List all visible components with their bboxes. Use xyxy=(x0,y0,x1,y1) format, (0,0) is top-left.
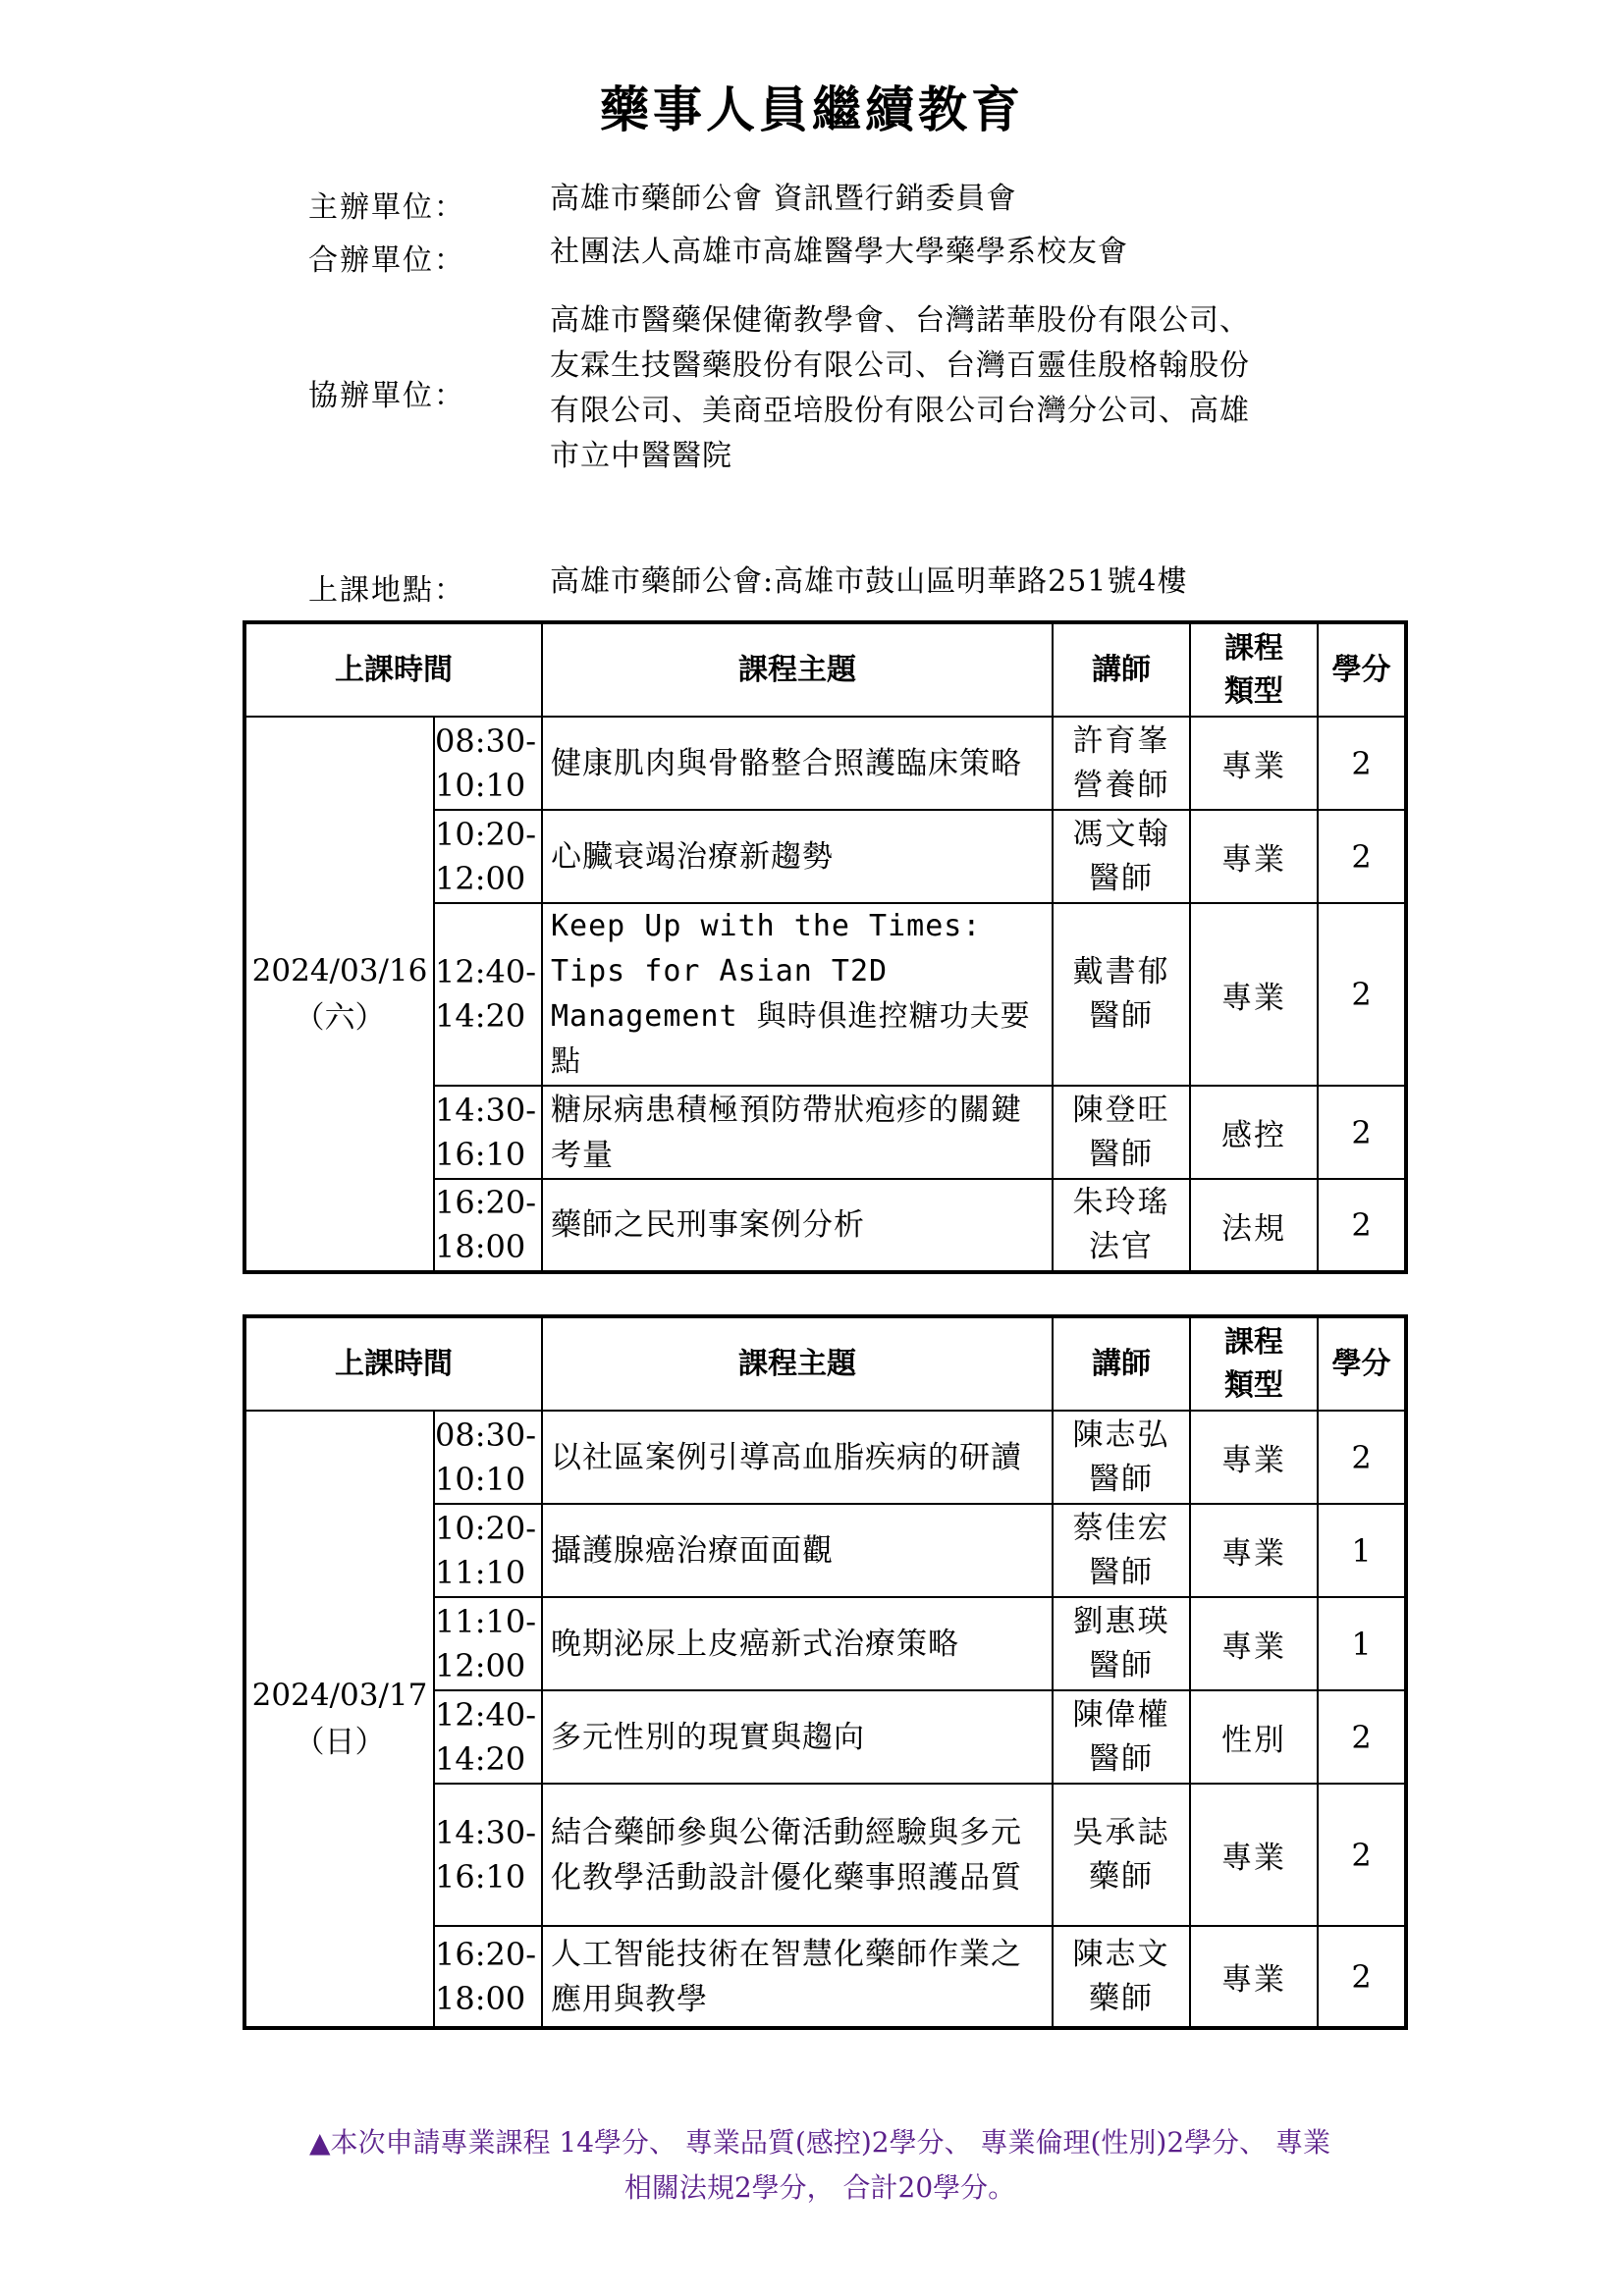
time-cell: 14:30- 16:10 xyxy=(434,1086,542,1179)
time-cell: 14:30- 16:10 xyxy=(434,1784,542,1926)
teacher-cell: 陳志文 藥師 xyxy=(1053,1926,1190,2028)
header-type: 課程 類型 xyxy=(1190,622,1318,717)
footer-line: ▲本次申請專業課程 14學分、 專業品質(感控)2學分、 專業倫理(性別)2學分、 專業 xyxy=(308,2126,1331,2159)
credit-summary-note xyxy=(236,2120,1404,2211)
venue-label: 上課地點： xyxy=(308,573,465,608)
venue-value: 高雄市藥師公會:高雄市鼓山區明華路251號4樓 xyxy=(550,564,1188,599)
topic-cell: 多元性別的現實與趨向 xyxy=(542,1690,1053,1784)
host-value: 高雄市藥師公會 資訊暨行銷委員會 xyxy=(550,182,1017,216)
type-cell: 專業 xyxy=(1190,1504,1318,1597)
assist-value xyxy=(550,298,1375,479)
type-cell: 法規 xyxy=(1190,1179,1318,1272)
header-topic: 課程主題 xyxy=(542,622,1053,717)
teacher-cell: 戴書郁 醫師 xyxy=(1053,903,1190,1086)
page-title: 藥事人員繼續教育 xyxy=(600,80,1024,138)
type-cell: 性別 xyxy=(1190,1690,1318,1784)
date-cell: 2024/03/17 （日） xyxy=(244,1411,434,2028)
topic-cell: 心臟衰竭治療新趨勢 xyxy=(542,810,1053,903)
header-teacher: 講師 xyxy=(1053,622,1190,717)
teacher-cell: 陳偉權 醫師 xyxy=(1053,1690,1190,1784)
header-time: 上課時間 xyxy=(244,1316,542,1411)
topic-cell: 攝護腺癌治療面面觀 xyxy=(542,1504,1053,1597)
cohost-label: 合辦單位： xyxy=(308,243,465,278)
topic-cell: 糖尿病患積極預防帶狀疱疹的關鍵考量 xyxy=(542,1086,1053,1179)
type-cell: 專業 xyxy=(1190,1597,1318,1690)
type-cell: 專業 xyxy=(1190,903,1318,1086)
teacher-cell: 許育峯 營養師 xyxy=(1053,717,1190,810)
type-cell: 專業 xyxy=(1190,1411,1318,1504)
header-credit: 學分 xyxy=(1318,622,1406,717)
header-credit: 學分 xyxy=(1318,1316,1406,1411)
credit-cell: 2 xyxy=(1318,1690,1406,1784)
topic-cell: 藥師之民刑事案例分析 xyxy=(542,1179,1053,1272)
time-cell: 10:20- 12:00 xyxy=(434,810,542,903)
credit-cell: 2 xyxy=(1318,903,1406,1086)
host-label: 主辦單位： xyxy=(308,190,465,225)
type-cell: 專業 xyxy=(1190,810,1318,903)
header-topic: 課程主題 xyxy=(542,1316,1053,1411)
credit-cell: 2 xyxy=(1318,1086,1406,1179)
header-row xyxy=(244,622,1406,717)
type-cell: 專業 xyxy=(1190,1784,1318,1926)
teacher-cell: 朱玲瑤 法官 xyxy=(1053,1179,1190,1272)
assist-line: 市立中醫醫院 xyxy=(550,439,732,473)
teacher-cell: 劉惠瑛 醫師 xyxy=(1053,1597,1190,1690)
topic-cell: 健康肌肉與骨骼整合照護臨床策略 xyxy=(542,717,1053,810)
type-cell: 專業 xyxy=(1190,1926,1318,2028)
credit-cell: 2 xyxy=(1318,1926,1406,2028)
table-row xyxy=(244,1411,1406,1504)
header-time: 上課時間 xyxy=(244,622,542,717)
date-cell: 2024/03/16 （六） xyxy=(244,717,434,1272)
header-type: 課程 類型 xyxy=(1190,1316,1318,1411)
topic-cell: 人工智能技術在智慧化藥師作業之應用與教學 xyxy=(542,1926,1053,2028)
teacher-cell: 馮文翰 醫師 xyxy=(1053,810,1190,903)
assist-label: 協辦單位： xyxy=(308,379,465,413)
credit-cell: 2 xyxy=(1318,810,1406,903)
teacher-cell: 蔡佳宏 醫師 xyxy=(1053,1504,1190,1597)
time-cell: 16:20- 18:00 xyxy=(434,1179,542,1272)
credit-cell: 1 xyxy=(1318,1597,1406,1690)
teacher-cell: 吳承誌 藥師 xyxy=(1053,1784,1190,1926)
time-cell: 12:40- 14:20 xyxy=(434,903,542,1086)
assist-line: 有限公司、美商亞培股份有限公司台灣分公司、高雄 xyxy=(550,394,1250,428)
header-teacher: 講師 xyxy=(1053,1316,1190,1411)
type-cell: 專業 xyxy=(1190,717,1318,810)
credit-cell: 2 xyxy=(1318,1784,1406,1926)
assist-line: 友霖生技醫藥股份有限公司、台灣百靈佳殷格翰股份 xyxy=(550,348,1250,383)
topic-cell: 晚期泌尿上皮癌新式治療策略 xyxy=(542,1597,1053,1690)
time-cell: 12:40- 14:20 xyxy=(434,1690,542,1784)
credit-cell: 2 xyxy=(1318,1179,1406,1272)
teacher-cell: 陳登旺 醫師 xyxy=(1053,1086,1190,1179)
footer-line: 相關法規2學分， 合計20學分。 xyxy=(623,2171,1016,2204)
credit-cell: 2 xyxy=(1318,717,1406,810)
topic-cell: 以社區案例引導高血脂疾病的研讀 xyxy=(542,1411,1053,1504)
schedule-table-day1 xyxy=(243,620,1408,1274)
time-cell: 10:20- 11:10 xyxy=(434,1504,542,1597)
cohost-value: 社團法人高雄市高雄醫學大學藥學系校友會 xyxy=(550,235,1128,269)
header-row xyxy=(244,1316,1406,1411)
time-cell: 16:20- 18:00 xyxy=(434,1926,542,2028)
credit-cell: 1 xyxy=(1318,1504,1406,1597)
assist-line: 高雄市醫藥保健衛教學會、台灣諾華股份有限公司、 xyxy=(550,303,1250,338)
schedule-table-day2 xyxy=(243,1314,1408,2030)
credit-cell: 2 xyxy=(1318,1411,1406,1504)
table-row xyxy=(244,717,1406,810)
time-cell: 08:30- 10:10 xyxy=(434,1411,542,1504)
topic-cell: Keep Up with the Times: Tips for Asian T2D Management 與時俱進控糖功夫要點 xyxy=(542,903,1053,1086)
time-cell: 08:30- 10:10 xyxy=(434,717,542,810)
time-cell: 11:10- 12:00 xyxy=(434,1597,542,1690)
type-cell: 感控 xyxy=(1190,1086,1318,1179)
teacher-cell: 陳志弘 醫師 xyxy=(1053,1411,1190,1504)
topic-cell: 結合藥師參與公衛活動經驗與多元化教學活動設計優化藥事照護品質 xyxy=(542,1784,1053,1926)
